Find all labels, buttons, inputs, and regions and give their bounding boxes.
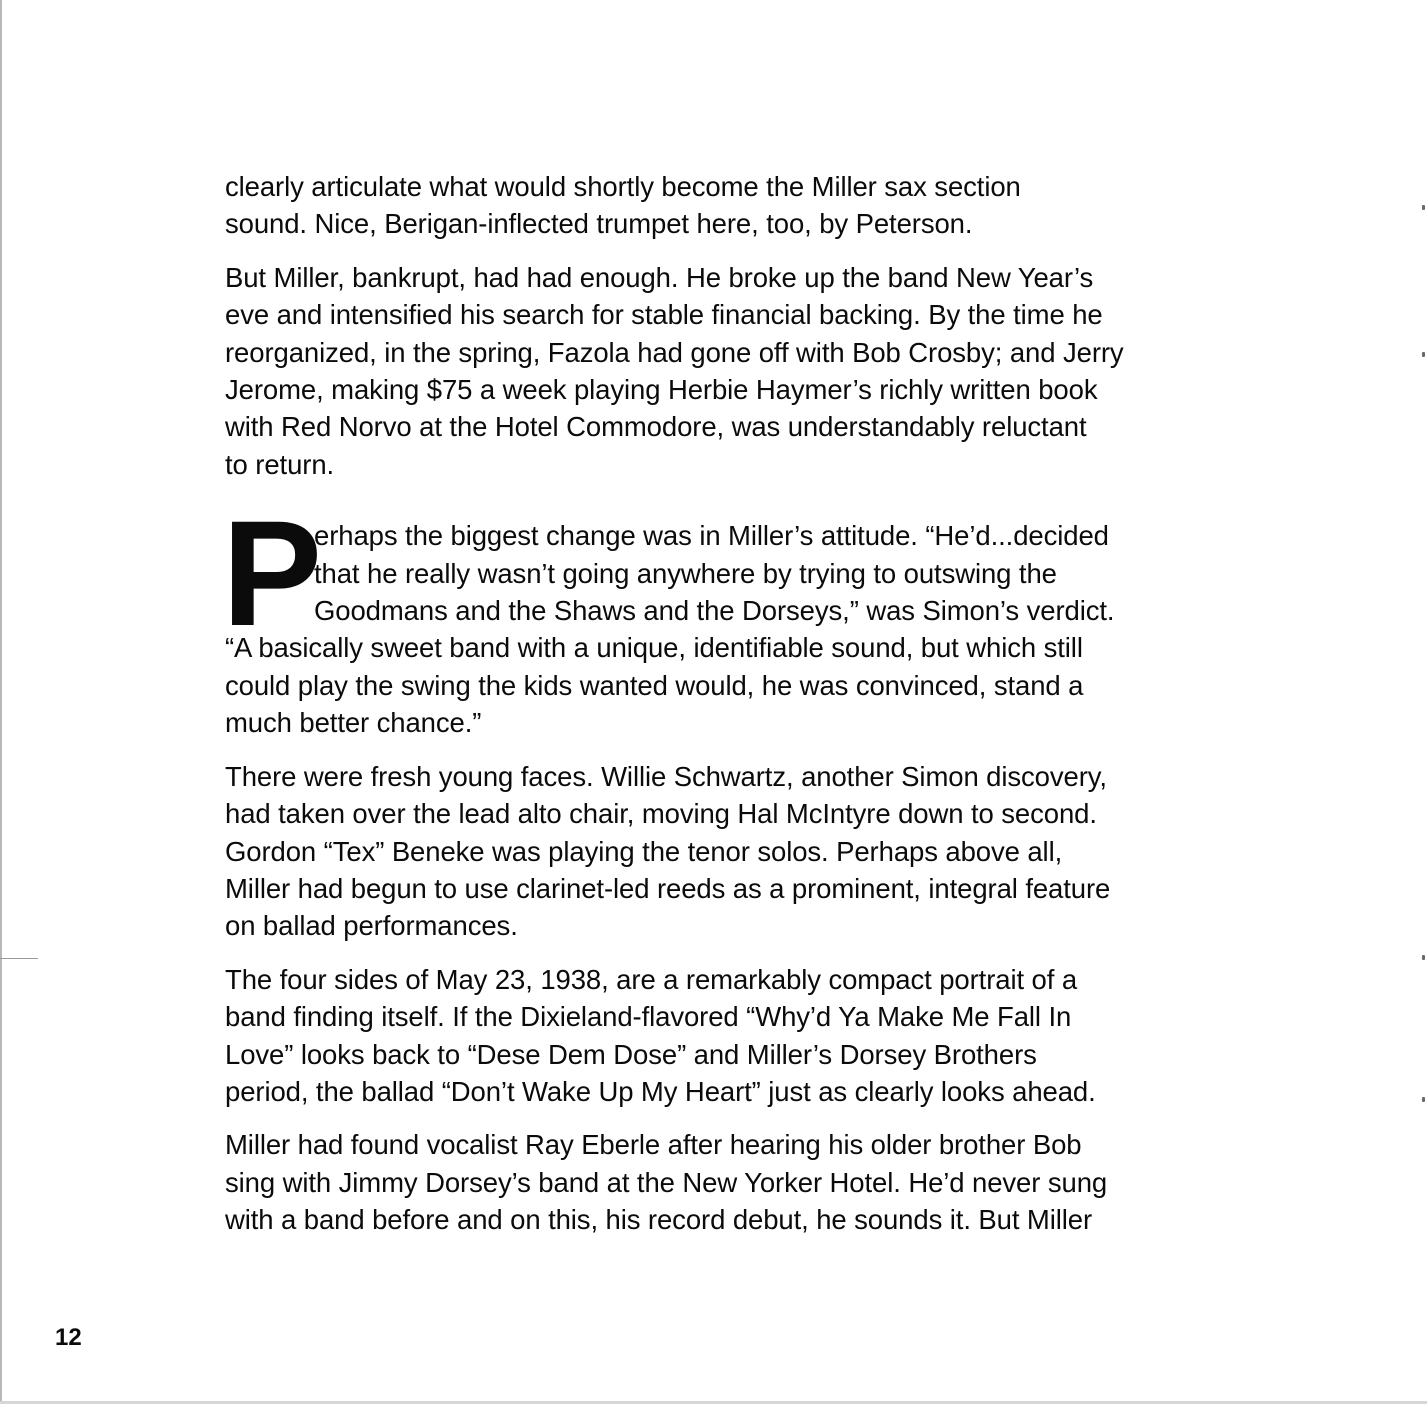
drop-cap: P [222, 489, 323, 658]
text-line: sound. Nice, Berigan-inflected trumpet here, too, by Peterson. [225, 208, 973, 240]
scan-speck [1422, 955, 1425, 960]
text-line: But Miller, bankrupt, had had enough. He broke up the band New Year’s [225, 261, 1094, 293]
paragraph-6 [225, 1126, 1255, 1238]
text-line: clearly articulate what would shortly become the Miller sax section [225, 171, 1021, 202]
text-line: erhaps the biggest change was in Miller’s attitude. “He’d...decided [314, 520, 1109, 552]
text-line: band finding itself. If the Dixieland-flavored “Why’d Ya Make Me Fall In [225, 1001, 1072, 1033]
scan-speck [1422, 205, 1425, 210]
paragraph-3-dropcap [222, 489, 1255, 741]
paragraph-1 [225, 168, 1255, 243]
page-number: 12 [55, 1324, 82, 1351]
text-line: Goodmans and the Shaws and the Dorseys,” was Simon’s verdict. [314, 595, 1115, 627]
text-line: Jerome, making $75 a week playing Herbie Haymer’s richly written book [225, 374, 1098, 406]
text-line: reorganized, in the spring, Fazola had gone off with Bob Crosby; and Jerry [225, 336, 1124, 368]
text-line: Love” looks back to “Dese Dem Dose” and Miller’s Dorsey Brothers [225, 1038, 1037, 1070]
text-line: much better chance.” [225, 707, 482, 739]
text-line: “A basically sweet band with a unique, identifiable sound, but which still [225, 632, 1083, 664]
text-line: sing with Jimmy Dorsey’s band at the New Yorker Hotel. He’d never sung [225, 1166, 1108, 1198]
text-line: with a band before and on this, his record debut, he sounds it. But Miller [225, 1204, 1093, 1236]
text-line: had taken over the lead alto chair, moving Hal McIntyre down to second. [225, 798, 1097, 830]
text-line: The four sides of May 23, 1938, are a remarkably compact portrait of a [225, 963, 1078, 995]
body-text [222, 168, 1255, 1255]
text-line: Gordon “Tex” Beneke was playing the tenor solos. Perhaps above all, [225, 835, 1063, 867]
scan-speck [1422, 1097, 1425, 1102]
paragraph-5 [225, 961, 1255, 1111]
text-line: to return. [225, 448, 335, 480]
text-line: could play the swing the kids wanted would, he was convinced, stand a [225, 669, 1084, 701]
paragraph-4 [225, 758, 1255, 945]
paragraph-2 [225, 259, 1255, 483]
text-line: Miller had found vocalist Ray Eberle after hearing his older brother Bob [225, 1129, 1082, 1161]
text-line: period, the ballad “Don’t Wake Up My Heart” just as clearly looks ahead. [225, 1075, 1096, 1107]
text-line: There were fresh young faces. Willie Schwartz, another Simon discovery, [225, 760, 1107, 792]
text-line: that he really wasn’t going anywhere by trying to outswing the [314, 557, 1057, 589]
scan-speck [1422, 352, 1425, 357]
text-line: with Red Norvo at the Hotel Commodore, was understandably reluctant [225, 411, 1087, 443]
text-line: eve and intensified his search for stable financial backing. By the time he [225, 299, 1103, 331]
text-line: Miller had begun to use clarinet-led reeds as a prominent, integral feature [225, 872, 1111, 904]
text-line: on ballad performances. [225, 910, 518, 942]
crop-mark [0, 958, 38, 959]
page-left-edge [0, 0, 2, 1404]
